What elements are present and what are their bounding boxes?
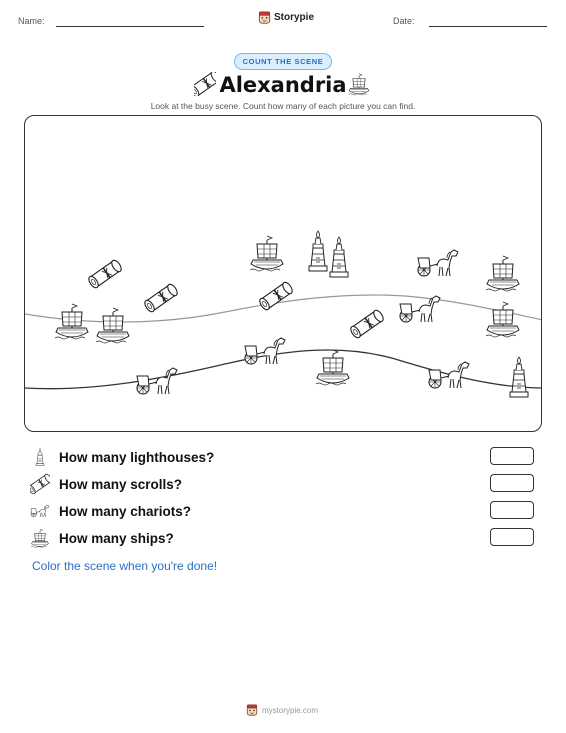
answer-box-scrolls[interactable] [490,474,534,492]
question-scrolls [30,473,536,495]
question-text: How many scrolls? [59,476,183,492]
lighthouse-1 [309,231,327,271]
question-text: How many chariots? [59,503,192,519]
footer-site: mystorypie.com [262,705,319,715]
name-field[interactable] [56,26,204,27]
ship-4 [96,308,129,343]
scroll-2 [143,283,179,314]
color-instruction: Color the scene when you're done! [32,559,218,573]
chariot-4 [137,368,177,394]
question-text: How many ships? [59,530,174,546]
scroll-4 [349,309,385,340]
lighthouse-2 [330,237,348,277]
page-title: Alexandria [219,73,347,97]
count-scene [24,115,542,432]
ship-2 [486,256,519,291]
brand-name: Storypie [274,12,315,23]
chariot-icon [30,501,50,521]
ship-5 [486,302,519,337]
chariot-3 [245,338,285,364]
name-label: Name: [18,16,45,26]
ship-6 [316,350,349,385]
ship-1 [250,236,283,271]
date-field[interactable] [429,26,547,27]
question-text: How many lighthouses? [59,449,215,465]
ship-icon [30,528,50,548]
question-ships [30,527,536,549]
scroll-1 [87,259,123,290]
answer-box-chariots[interactable] [490,501,534,519]
storypie-mascot-icon [258,11,271,24]
answer-box-lighthouses[interactable] [490,447,534,465]
answer-box-ships[interactable] [490,528,534,546]
brand-logo [258,11,314,24]
chariot-2 [400,296,440,322]
chariot-1 [418,250,458,276]
storypie-mascot-icon [246,704,258,716]
scroll-icon [30,474,50,494]
ship-decoration-icon [348,72,370,96]
instructions: Look at the busy scene. Count how many of each picture you can find. [150,101,416,111]
activity-badge: COUNT THE SCENE [234,53,332,70]
scroll-3 [258,281,294,312]
footer [246,704,318,716]
question-lighthouses [30,446,536,468]
chariot-5 [429,362,469,388]
question-chariots [30,500,536,522]
lighthouse-3 [510,357,528,397]
date-label: Date: [393,16,415,26]
ship-3 [55,304,88,339]
lighthouse-icon [30,447,50,467]
scene-illustration [25,116,542,432]
